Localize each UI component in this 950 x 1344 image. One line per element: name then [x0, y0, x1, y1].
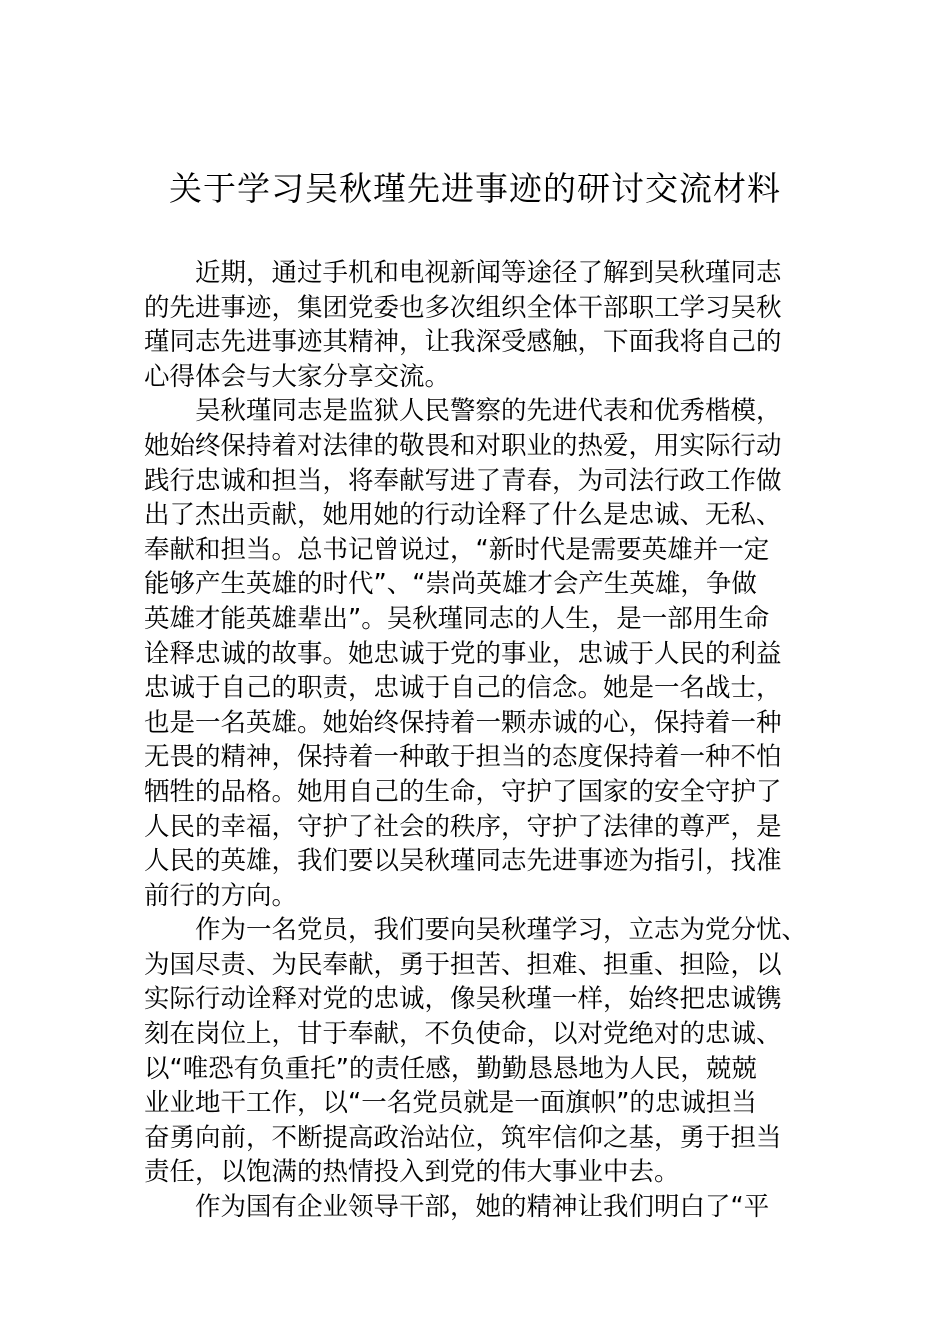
paragraph-2-line: 牺牲的品格。她用自己的生命，守护了国家的安全守护了 — [144, 776, 782, 807]
paragraph-3-line: 业业地干工作，以“一名党员就是一面旗帜”的忠诚担当 — [144, 1088, 757, 1119]
paragraph-3-line: 为国尽责、为民奉献，勇于担苦、担难、担重、担险，以 — [144, 949, 782, 980]
paragraph-3-line: 奋勇向前，不断提高政治站位，筑牢信仰之基，勇于担当 — [144, 1122, 782, 1153]
paragraph-1-line: 的先进事迹，集团党委也多次组织全体干部职工学习吴秋 — [144, 292, 782, 323]
paragraph-2-line: 奉献和担当。总书记曾说过，“新时代是需要英雄并一定 — [144, 534, 770, 565]
paragraph-2-line: 吴秋瑾同志是监狱人民警察的先进代表和优秀楷模， — [195, 396, 782, 427]
paragraph-3-line: 以“唯恐有负重托”的责任感，勤勤恳恳地为人民，兢兢 — [144, 1053, 757, 1084]
paragraph-2-line: 她始终保持着对法律的敬畏和对职业的热爱，用实际行动 — [144, 430, 782, 461]
paragraph-4-line: 作为国有企业领导干部，她的精神让我们明白了“平 — [195, 1192, 770, 1223]
paragraph-1-line: 心得体会与大家分享交流。 — [144, 361, 451, 392]
paragraph-2-line: 诠释忠诚的故事。她忠诚于党的事业，忠诚于人民的利益 — [144, 638, 782, 669]
document-body — [144, 256, 824, 1225]
paragraph-3-line: 作为一名党员，我们要向吴秋瑾学习，立志为党分忧、 — [195, 915, 808, 946]
paragraph-2-line: 也是一名英雄。她始终保持着一颗赤诚的心，保持着一种 — [144, 707, 782, 738]
paragraph-2-line: 能够产生英雄的时代”、“崇尚英雄才会产生英雄，争做 — [144, 569, 757, 600]
paragraph-2-line: 忠诚于自己的职责，忠诚于自己的信念。她是一名战士， — [144, 673, 782, 704]
paragraph-1-line: 近期，通过手机和电视新闻等途径了解到吴秋瑾同志 — [195, 258, 782, 288]
paragraph-2-line: 人民的幸福，守护了社会的秩序，守护了法律的尊严，是 — [144, 811, 782, 842]
paragraph-2-line: 英雄才能英雄辈出”。吴秋瑾同志的人生，是一部用生命 — [144, 603, 770, 634]
paragraph-3-line: 责任，以饱满的热情投入到党的伟大事业中去。 — [144, 1157, 680, 1188]
paragraph-3-line: 实际行动诠释对党的忠诚，像吴秋瑾一样，始终把忠诚镌 — [144, 984, 782, 1015]
paragraph-3-line: 刻在岗位上，甘于奉献，不负使命，以对党绝对的忠诚、 — [144, 1019, 782, 1050]
paragraph-2-line: 践行忠诚和担当，将奉献写进了青春，为司法行政工作做 — [144, 465, 782, 496]
paragraph-1-line: 瑾同志先进事迹其精神，让我深受感触，下面我将自己的 — [144, 327, 782, 358]
paragraph-2-line: 无畏的精神，保持着一种敢于担当的态度保持着一种不怕 — [144, 742, 782, 773]
paragraph-2-line: 前行的方向。 — [144, 880, 298, 911]
paragraph-2-line: 出了杰出贡献，她用她的行动诠释了什么是忠诚、无私、 — [144, 500, 782, 531]
document-title: 关于学习吴秋瑾先进事迹的研讨交流材料 — [169, 169, 781, 208]
paragraph-2-line: 人民的英雄，我们要以吴秋瑾同志先进事迹为指引，找准 — [144, 846, 782, 877]
